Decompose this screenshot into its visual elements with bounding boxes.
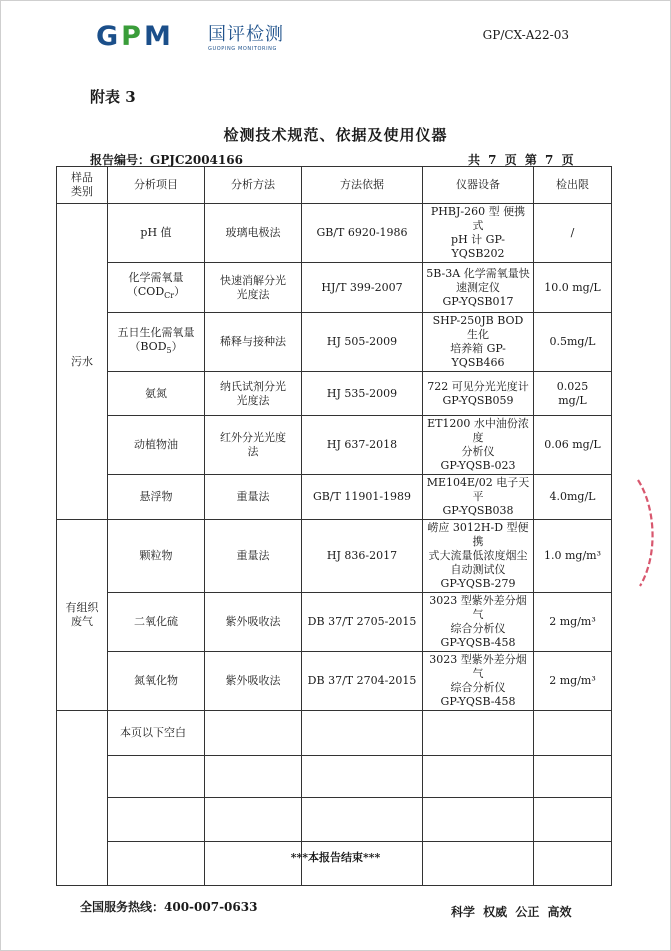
empty-cell [205, 711, 302, 756]
cell-detection-limit: 4.0mg/L [534, 475, 612, 520]
cell-analysis-item: 颗粒物 [108, 520, 205, 593]
cell-instrument: 3023 型紫外差分烟气 综合分析仪 GP-YQSB-458 [423, 652, 534, 711]
cell-method-basis: HJ/T 399-2007 [302, 263, 423, 313]
cell-method-basis: GB/T 6920-1986 [302, 204, 423, 263]
table-row-blank [57, 798, 612, 842]
table-body [57, 167, 612, 886]
cell-analysis-method: 稀释与接种法 [205, 313, 302, 372]
empty-cell [205, 798, 302, 842]
cell-analysis-method: 重量法 [205, 520, 302, 593]
empty-cell [302, 711, 423, 756]
service-hotline: 全国服务热线：400-007-0633 [80, 900, 258, 914]
header-detection-limit: 检出限 [534, 167, 612, 204]
table-header-row [57, 167, 612, 204]
cell-instrument: ET1200 水中油份浓度 分析仪 GP-YQSB-023 [423, 416, 534, 475]
cell-analysis-item: 动植物油 [108, 416, 205, 475]
blank-note: 本页以下空白 [108, 711, 205, 756]
cell-instrument: 722 可见分光光度计 GP-YQSB059 [423, 372, 534, 416]
cell-analysis-method: 纳氏试剂分光 光度法 [205, 372, 302, 416]
cell-instrument: ME104E/02 电子天平 GP-YQSB038 [423, 475, 534, 520]
empty-cell [534, 798, 612, 842]
table-row [57, 204, 612, 263]
cell-instrument: PHBJ-260 型 便携式 pH 计 GP-YQSB202 [423, 204, 534, 263]
cell-method-basis: HJ 836-2017 [302, 520, 423, 593]
logo-letter: G [96, 21, 122, 52]
category-organized-exhaust: 有组织 废气 [57, 520, 108, 711]
empty-cell [205, 756, 302, 798]
empty-cell [302, 798, 423, 842]
cell-analysis-method: 紫外吸收法 [205, 593, 302, 652]
cell-analysis-method: 红外分光光度 法 [205, 416, 302, 475]
report-end-note: ***本报告结束*** [290, 851, 381, 864]
cell-analysis-item: 氨氮 [108, 372, 205, 416]
header-sample-type: 样品 类别 [57, 167, 108, 204]
cell-detection-limit: 0.025 mg/L [534, 372, 612, 416]
empty-cell [423, 756, 534, 798]
cell-analysis-item: pH 值 [108, 204, 205, 263]
cell-instrument: 3023 型紫外差分烟气 综合分析仪 GP-YQSB-458 [423, 593, 534, 652]
table-row [57, 475, 612, 520]
cell-method-basis: GB/T 11901-1989 [302, 475, 423, 520]
empty-cell [108, 756, 205, 798]
table-row [57, 416, 612, 475]
methods-table [56, 166, 612, 886]
cell-analysis-method: 玻璃电极法 [205, 204, 302, 263]
header-method-basis: 方法依据 [302, 167, 423, 204]
empty-cell [534, 756, 612, 798]
cell-detection-limit: 2 mg/m³ [534, 593, 612, 652]
logo-mark [96, 22, 174, 52]
cell-instrument: 崂应 3012H-D 型便携 式大流量低浓度烟尘 自动测试仪 GP-YQSB-279 [423, 520, 534, 593]
header-instrument: 仪器设备 [423, 167, 534, 204]
table-row [57, 313, 612, 372]
cell-analysis-method: 重量法 [205, 475, 302, 520]
logo-subtitle: GUOPING MONITORING [208, 46, 277, 52]
cell-detection-limit: 0.06 mg/L [534, 416, 612, 475]
cell-analysis-item: 氮氧化物 [108, 652, 205, 711]
cell-detection-limit: 2 mg/m³ [534, 652, 612, 711]
cell-detection-limit: 10.0 mg/L [534, 263, 612, 313]
cell-method-basis: DB 37/T 2704-2015 [302, 652, 423, 711]
company-slogan: 科学 权威 公正 高效 [451, 905, 572, 919]
cell-instrument: 5B-3A 化学需氧量快 速测定仪 GP-YQSB017 [423, 263, 534, 313]
table-row [57, 652, 612, 711]
header-analysis-method: 分析方法 [205, 167, 302, 204]
table-row [57, 372, 612, 416]
company-logo [96, 22, 296, 54]
appendix-label: 附表 3 [90, 88, 136, 106]
cell-analysis-method: 快速消解分光 光度法 [205, 263, 302, 313]
header-analysis-item: 分析项目 [108, 167, 205, 204]
category-wastewater: 污水 [57, 204, 108, 520]
document-code: GP/CX-A22-03 [482, 28, 569, 42]
empty-cell [534, 711, 612, 756]
cell-instrument: SHP-250JB BOD 生化 培养箱 GP-YQSB466 [423, 313, 534, 372]
cell-analysis-item: 五日生化需氧量 $(BOD_5)$ [108, 313, 205, 372]
cell-method-basis: DB 37/T 2705-2015 [302, 593, 423, 652]
cell-analysis-method: 紫外吸收法 [205, 652, 302, 711]
cell-method-basis: HJ 535-2009 [302, 372, 423, 416]
table-row [57, 593, 612, 652]
page-count: 共 7 页 第 7 页 [468, 153, 574, 167]
table-row-blank [57, 756, 612, 798]
page-title: 检测技术规范、依据及使用仪器 [223, 126, 448, 144]
table-row [57, 520, 612, 593]
empty-cell [423, 711, 534, 756]
cell-detection-limit: 1.0 mg/m³ [534, 520, 612, 593]
logo-letter: M [143, 21, 174, 52]
cell-detection-limit: 0.5mg/L [534, 313, 612, 372]
cell-detection-limit: / [534, 204, 612, 263]
cell-analysis-item: 悬浮物 [108, 475, 205, 520]
cell-method-basis: HJ 637-2018 [302, 416, 423, 475]
table-row-blank [57, 711, 612, 756]
cell-analysis-item: 化学需氧量 $(COD_{Cr})$ [108, 263, 205, 313]
table-row [57, 263, 612, 313]
report-number: 报告编号：GPJC2004166 [90, 153, 243, 167]
logo-chinese-name: 国评检测 [208, 24, 284, 45]
red-stamp-edge [630, 478, 660, 588]
empty-cell [302, 756, 423, 798]
cell-analysis-item: 二氧化硫 [108, 593, 205, 652]
empty-cell [108, 798, 205, 842]
cell-method-basis: HJ 505-2009 [302, 313, 423, 372]
empty-cell [423, 798, 534, 842]
logo-letter: P [121, 21, 144, 52]
